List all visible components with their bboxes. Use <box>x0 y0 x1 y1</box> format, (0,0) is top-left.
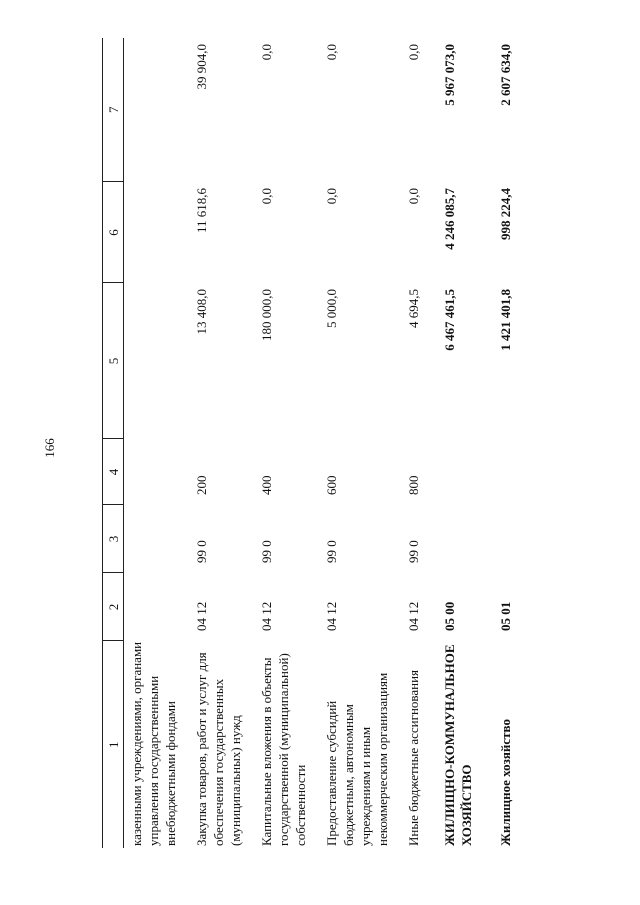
row-name: Капитальные вложения в объекты государственной (муниципальной) собственности <box>259 653 308 846</box>
row-code: 04 12 <box>194 601 209 631</box>
row-target <box>124 505 180 573</box>
table-row-section <box>422 38 475 848</box>
row-target: 99 0 <box>194 540 209 563</box>
table-header-row <box>103 38 124 848</box>
row-value-7: 2 607 634,0 <box>498 44 513 106</box>
row-type: 800 <box>406 475 421 495</box>
row-value-5: 6 467 461,5 <box>442 289 457 351</box>
row-type: 200 <box>194 475 209 495</box>
row-type <box>475 439 514 505</box>
header-col-7: 7 <box>103 38 124 182</box>
table-row <box>179 38 244 848</box>
row-type: 400 <box>259 475 274 495</box>
header-col-4: 4 <box>103 439 124 505</box>
row-value-5: 4 694,5 <box>406 289 421 328</box>
row-value-6: 0,0 <box>324 188 339 205</box>
row-value-5: 180 000,0 <box>259 289 274 341</box>
row-name: Жилищное хозяйство <box>498 719 513 846</box>
row-type: 600 <box>324 475 339 495</box>
row-value-6: 998 224,4 <box>498 188 513 240</box>
row-value-6 <box>124 182 180 283</box>
header-col-2: 2 <box>103 573 124 641</box>
row-value-5 <box>124 283 180 439</box>
row-value-6: 4 246 085,7 <box>442 188 457 250</box>
row-value-6: 0,0 <box>259 188 274 205</box>
row-name: Предоставление субсидий бюджетным, автономным учреждениям и иным некоммерческим организациям <box>324 672 390 846</box>
row-type <box>124 439 180 505</box>
header-col-3: 3 <box>103 505 124 573</box>
page-number: 166 <box>41 438 57 458</box>
table-row <box>309 38 391 848</box>
row-value-7 <box>124 38 180 182</box>
budget-table-rotated <box>102 38 640 848</box>
row-value-6: 11 618,6 <box>194 188 209 234</box>
row-type <box>422 439 475 505</box>
row-code: 04 12 <box>259 601 274 631</box>
table-row <box>124 38 180 848</box>
row-code: 05 00 <box>442 601 457 631</box>
header-col-1: 1 <box>103 641 124 848</box>
table-row <box>244 38 309 848</box>
row-value-7: 39 904,0 <box>194 44 209 90</box>
row-value-7: 0,0 <box>259 44 274 61</box>
row-code: 04 12 <box>406 601 421 631</box>
header-col-6: 6 <box>103 182 124 283</box>
row-value-5: 1 421 401,8 <box>498 289 513 351</box>
header-col-5: 5 <box>103 283 124 439</box>
row-target: 99 0 <box>406 540 421 563</box>
table-row <box>391 38 422 848</box>
row-code <box>124 573 180 641</box>
row-target: 99 0 <box>324 540 339 563</box>
row-target: 99 0 <box>259 540 274 563</box>
row-target <box>422 505 475 573</box>
row-name: Иные бюджетные ассигнования <box>406 669 421 846</box>
row-value-7: 5 967 073,0 <box>442 44 457 106</box>
row-value-5: 5 000,0 <box>324 289 339 328</box>
row-value-7: 0,0 <box>324 44 339 61</box>
row-value-5: 13 408,0 <box>194 289 209 335</box>
row-name: ЖИЛИЩНО-КОММУНАЛЬНОЕ ХОЗЯЙСТВО <box>442 644 474 846</box>
row-code: 05 01 <box>498 601 513 631</box>
row-name: казенными учреждениями, органами управления государственными внебюджетными фондами <box>129 641 178 846</box>
row-value-7: 0,0 <box>406 44 421 61</box>
table-row-section <box>475 38 514 848</box>
row-code: 04 12 <box>324 601 339 631</box>
row-name: Закупка товаров, работ и услуг для обеспечения государственных (муниципальных) нужд <box>194 652 243 846</box>
row-target <box>475 505 514 573</box>
budget-table <box>102 38 514 848</box>
row-value-6: 0,0 <box>406 188 421 205</box>
